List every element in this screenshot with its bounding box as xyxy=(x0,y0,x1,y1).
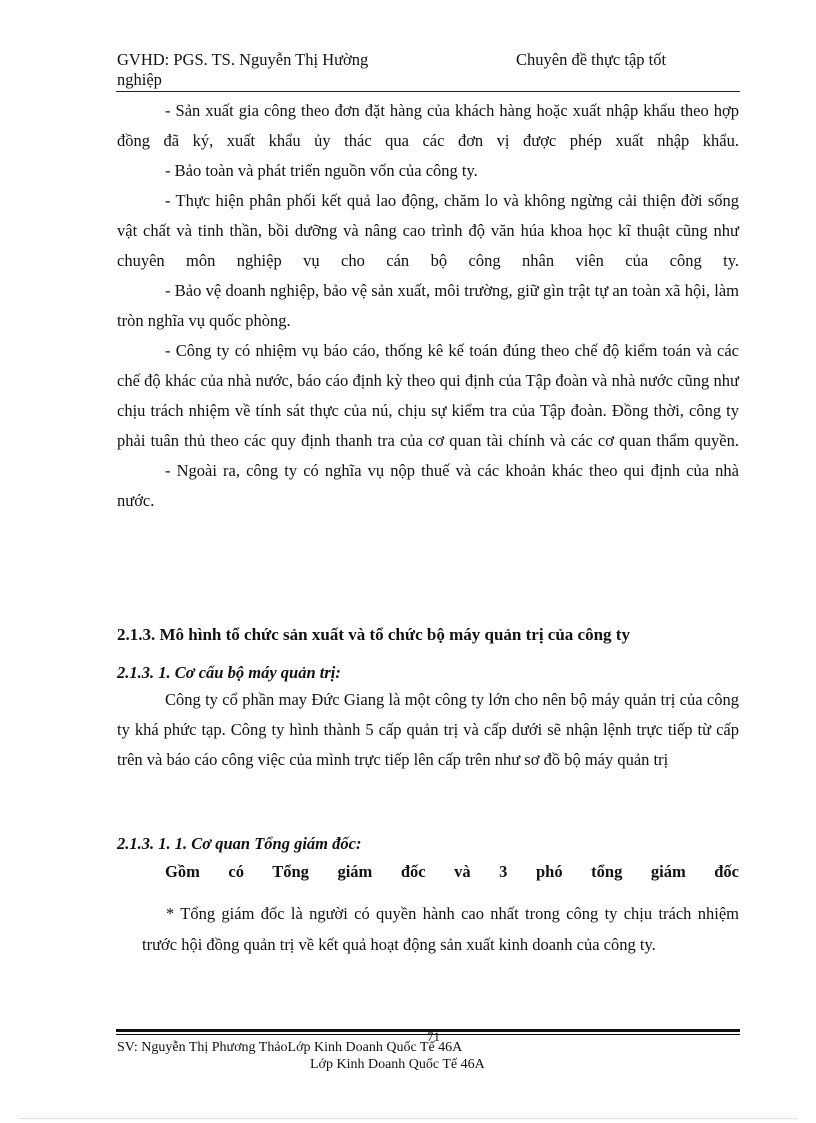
ceo-description xyxy=(142,898,739,960)
page-edge-divider xyxy=(20,1118,796,1119)
structure-paragraph: Công ty cổ phần may Đức Giang là một công ty lớn cho nên bộ máy quản trị của công ty khá phức tạp. Công ty hình thành 5 cấp quản trị và cấp dưới sẽ nhận lệnh trực tiếp từ cấp trên và báo cáo công việc của mình trực tiếp lên cấp trên như sơ đồ bộ máy quản trị xyxy=(117,690,739,769)
footer-student: SV: Nguyễn Thị Phương ThảoLớp Kinh Doanh Quốc Tế 46A xyxy=(117,1040,463,1055)
duty-paragraph: - Sản xuất gia công theo đơn đặt hàng của khách hàng hoặc xuất nhập khẩu theo hợp đồng đã ký, xuất khẩu ủy thác qua các đơn vị được phép xuất nhập khẩu. xyxy=(117,101,739,150)
duty-paragraph: - Bảo vệ doanh nghiệp, bảo vệ sản xuất, môi trường, giữ gìn trật tự an toàn xã hội, làm tròn nghĩa vụ quốc phòng. xyxy=(117,281,739,330)
duties-list xyxy=(117,96,739,516)
header-report-title: Chuyên đề thực tập tốt xyxy=(516,50,667,69)
structure-description xyxy=(117,685,739,775)
page-number: 71 xyxy=(427,1029,440,1044)
duty-paragraph: - Công ty có nhiệm vụ báo cáo, thống kê kế toán đúng theo chế độ kiểm toán và các chế độ khác của nhà nước, báo cáo định kỳ theo qui định của Tập đoàn và nhà nước cũng như chịu trách nhiệm về tính sát thực của nú, chịu sự kiểm tra của Tập đoàn. Đồng thời, công ty phải tuân thủ theo các quy định thanh tra của cơ quan tài chính và các cơ quan thẩm quyền. xyxy=(117,341,739,450)
board-composition xyxy=(165,857,739,887)
section-title: 2.1.3. Mô hình tổ chức sản xuất và tổ chức bộ máy quản trị của công ty xyxy=(117,625,630,644)
board-composition-line: Gồm có Tổng giám đốc và 3 phó tổng giám đốc xyxy=(165,862,739,881)
header-report-title-wrap: nghiệp xyxy=(117,70,162,89)
duty-paragraph: - Thực hiện phân phối kết quả lao động, chăm lo và không ngừng cải thiện đời sống vật chất và tinh thần, bồi dưỡng và nâng cao trình độ văn húa khoa học kĩ thuật cũng như chuyên môn nghiệp vụ cho cán bộ công nhân viên của công ty. xyxy=(117,191,739,270)
subsubsection-title: 2.1.3. 1. 1. Cơ quan Tổng giám đốc: xyxy=(117,834,362,853)
duty-paragraph: - Bảo toàn và phát triển nguồn vốn của công ty. xyxy=(165,161,478,180)
duty-paragraph: - Ngoài ra, công ty có nghĩa vụ nộp thuế và các khoản khác theo qui định của nhà nước. xyxy=(117,461,739,510)
footer-class: Lớp Kinh Doanh Quốc Tế 46A xyxy=(310,1057,485,1072)
ceo-paragraph: * Tổng giám đốc là người có quyền hành cao nhất trong công ty chịu trách nhiệm trước hội đồng quản trị về kết quả hoạt động sản xuất kinh doanh của công ty. xyxy=(142,904,739,954)
subsection-title: 2.1.3. 1. Cơ cấu bộ máy quản trị: xyxy=(117,663,341,682)
header-rule xyxy=(116,91,740,92)
header-advisor: GVHD: PGS. TS. Nguyễn Thị Hường xyxy=(117,50,369,69)
